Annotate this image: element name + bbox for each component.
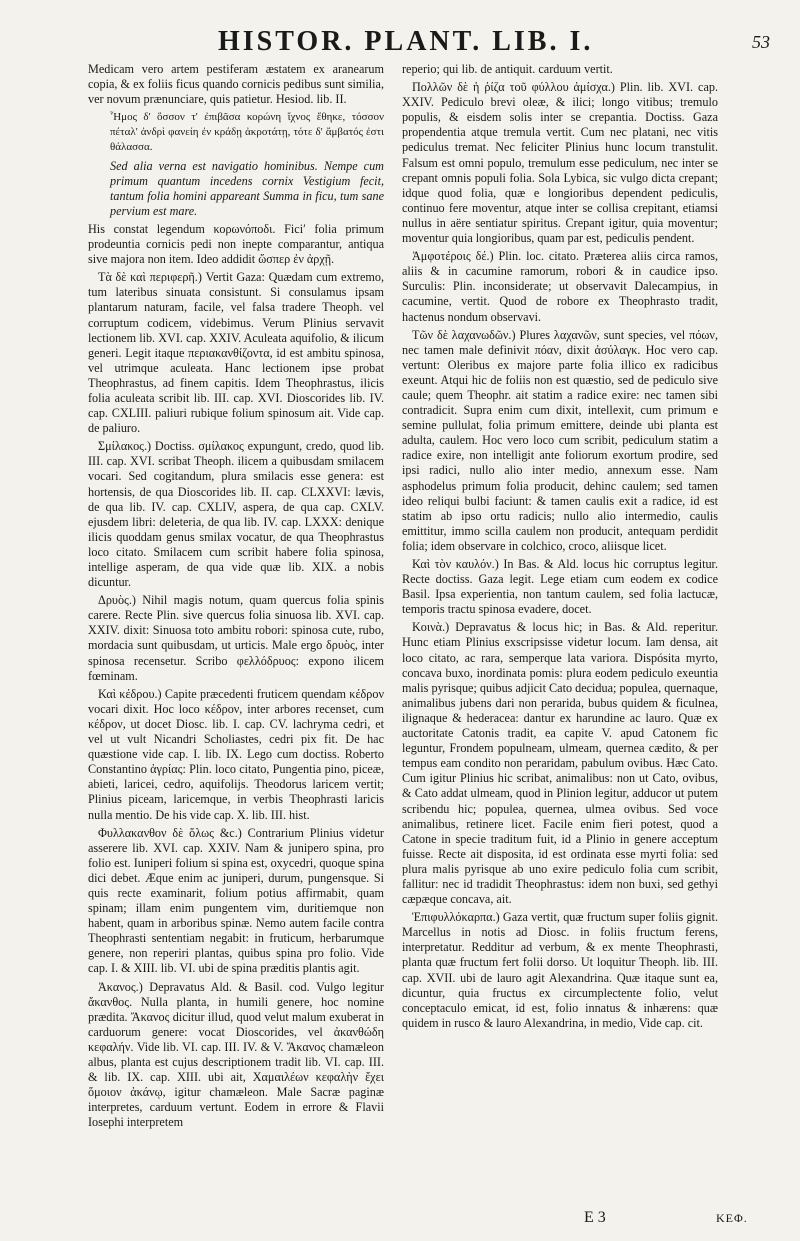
paragraph: Ἀκανος.) Depravatus Ald. & Basil. cod. Vulgo legitur ἄκανθος. Nulla planta, in humili genere, hoc nomine prædita. Ἄκανος dicitur illud, quod velut malum exuberat in carduorum genere: vocat Dioscorides, vel ἀκανθώδη κεφαλήν. Vide lib. VI. cap. III. IV. & V. Ἄκανος chamæleon albus, planta est cujus descriptionem tradit lib. VI. cap. III. & lib. IX. cap. XIII. ubi ait, Χαμαιλέων κεφαλὴν ἔχει ὅμοιον ἀκάνῳ, igitur chamæleon. Male Sacræ paginæ interpretes, carduum vertunt. Eodem in errore & Flavii Iosephi interpretem — [88, 979, 384, 1130]
paragraph: Sed alia verna est navigatio hominibus. Nempe cum primum quantum incedens cornix Vestigium fecit, tantum folia homini appareant Summa in ficu, tum sane pervium est mare. — [110, 158, 384, 218]
paragraph: Πολλῶν δὲ ἡ ῥίζα τοῦ φύλλου ἀμίσχα.) Plin. lib. XVI. cap. XXIV. Pediculo brevi oleæ, & ilici; longo vitibus; tremulo populis, & eisdem solis inter se crepantia. Doctiss. Gaza propendentia atque tremula vertit. Cum nec platani, nec vitis pediculus tremat. Nec feliciter Plinius hunc locum transtulit. Falsum est omni populo, tremulum esse pediculum, nec inter se crepant omnis populi folia. Sola Lybica, sic vulgo dicta crepant; idque quod folia, quæ e longioribus dependent pediculis, continuo fere moventur, atque inter se collisa crepitant, etiamsi nullus in aëre sentiatur spiritus. Crepant igitur, quia moventur; moventur quia longioribus, quam par est, pediculis pendent. — [402, 80, 718, 246]
paragraph: Τῶν δὲ λαχανωδῶν.) Plures λαχανῶν, sunt species, vel πόων, nec tamen male definivit πόαν, dixit ἀσύλαγκ. Hoc vero cap. vertunt: Oleribus ex majore parte folia illico ex radicibus exeunt. Atqui hic de foliis non est quæstio, sed de pediculo sive caule; quem Theophr. ait statim a radice exire: nec tamen sibi contradicit. Supra enim cum dixit, intellexit, cum primum e semine pullulat, folia primum emittere, deinde ubi planta est adulta, caulem. Hoc vero loco cum scribit, pediculum statim a radice exire, non intelligit ante foliorum exortum prodire, sed ipsi radici, nullo alio inter medio, annexum esse. Nam asphodelus primum folia producit, dehinc caulem; sed tamen ideo reliqui bulbi faciunt: & tamen caulis exit a radice, id est statim ab ipso ortu radicis; nullo alio intermedio, caulis emittitur, immo scilla caulem non producit, antequam perdidit folia; idem observare in colchico, croco, aliisque licet. — [402, 327, 718, 553]
paragraph: Δρυὸς.) Nihil magis notum, quam quercus folia spinis carere. Recte Plin. sive quercus folia sinuosa lib. XVI. cap. XXIV. dixit: Sinuosa toto ambitu robori: spinosa cute, rubo, mordacia sunt quibusdam, ut urticis. Male ergo δρυὸς, inter spinosa recensetur. Scribo φελλόδρυος: expono ilicem fœminam. — [88, 593, 384, 683]
signature-mark: E 3 — [584, 1209, 606, 1226]
paragraph: Τὰ δὲ καὶ περιφερῆ.) Vertit Gaza: Quædam cum extremo, tum lateribus sinuata consistunt. Si consulamus ipsam plantarum naturam, facile, vel falsa tradere Theoph. vel corruptum codicem, videbimus. Verum Plinius servavit lectionem lib. XVI. cap. XXIV. Aculeata aquifolio, & ilicum generi. Legit itaque περιακανθίζοντα, id est ambitu spinosa, vel utrimque aculeata. Hanc lectionem ipse probat Theophrastus, ad finem capitis. Idem Theophrastus, ilicis folia aculeata scribit lib. III. cap. XVI. Dioscorides lib. IV. cap. CXLIII. paliuri rubique folium spinosum ait. Vide cap. de paliuro. — [88, 270, 384, 436]
paragraph: Φυλλακανθον δὲ ὅλως &c.) Contrarium Plinius videtur asserere lib. XVI. cap. XXIV. Nam & junipero spina, pro folio est. Iuniperi folium si spina est, oxycedri, quoque spina dici debet. Æque enim ac juniperi, durum, pungensque. Si quis recte examinarit, folium potius affirmabit, quam spinam; illam enim pungentem vim, duritiemque non habent, quam in arboribus spinæ. Nemo autem facile contra Theophrasti sententiam negabit: in fruticum, herbarumque genere, non reperiri plantas, quibus spina pro folio. Vide cap. I. & XIII. lib. VI. ubi de spina præditis plantis agit. — [88, 825, 384, 976]
paragraph: Σμίλακος.) Doctiss. σμίλακος expungunt, credo, quod lib. III. cap. XVI. scribat Theoph. ilicem a quibusdam smilacem vocari. Sed cogitandum, plura smilacis esse genera: est hortensis, de qua Dioscorides lib. II. cap. CLXXVI: lævis, de qua lib. IV. cap. CXLIV, aspera, de qua cap. CXLV. ejusdem libri: deleteria, de qua lib. IV. cap. LXXX: denique ilicis quoddam genus smilax vocatur, de qua Theophrastus loco citato. Smilacem cum scribit habere folia spinosa, intellige asperam, de qua vide quæ lib. XIX. a nobis dicuntur. — [88, 439, 384, 590]
paragraph: Ἐπιφυλλόκαρπα.) Gaza vertit, quæ fructum super foliis gignit. Marcellus in notis ad Diosc. in foliis fructum ferens, interpretatur. Redditur ad verbum, & ex mente Theophrasti, planta quæ fructum fert folii dorso. Ut loquitur Theoph. lib. III. cap. XVII. ubi de lauro agit Alexandrina. Quæ itaque sunt ea, dicuntur, quia fructus ex circumplectente folio, velut conceptaculo emicat, id est, folio innatus & inhærens: quæ quidem in rusco & lauro Alexandrina, in medio, Vide cap. cit. — [402, 910, 718, 1030]
paragraph: Καὶ τὸν καυλόν.) In Bas. & Ald. locus hic corruptus legitur. Recte doctiss. Gaza legit. Lege etiam cum eodem ex codice Basil. Ipsa experientia, non tantum caulem, sed folia lactucæ, temporis tractu spinosa evadere, docet. — [402, 557, 718, 617]
paragraph: reperio; qui lib. de antiquit. carduum vertit. — [402, 62, 613, 76]
paragraph: Medicam vero artem pestiferam æstatem ex aranearum copia, & ex foliis ficus quando cornicis pedibus sunt similia, ver novum prænunciare, quis patietur. Hesiod. lib. II. — [88, 62, 384, 107]
page-footer — [0, 1207, 800, 1233]
paragraph: Κοινὰ.) Depravatus & locus hic; in Bas. & Ald. reperitur. Hunc etiam Plinius exscripsisse videtur locum. Iam densa, ait loco citato, ac rara, semperque lata variora. Dispósita myrto, concava buxo, inordinata pomis: plura eodem pediculo exeuntia malis pyrisque; quibus adjicit Cato decidua; populea, quernaque, animalibus jubens dari non peraridа, bubus quidem & ficulnea, ilignaque & hederacea: dantur ex harundine ac lauro. Quæ ex auctoritate Catonis tradit, ea capite V. apud Catonem fic leguntur, Frondem populneam, ulmeam, quernea cædito, & per tempus eam condito non peraridam, pabulum ovibus. Hæc Cato. Cum igitur Plinius hic scribat, animalibus: non ut Cato, ovibus, & Cato addat ulmeam, quod in Plinion legitur, adducor ut putem scribendu hic; populea, quernea, ulmea ovibus. Sed voce animalibus, retinere licet. Facile enim fieri potest, quod a Catone in specie traditum fuit, id a Plinio in genere acceptum fuisse. Recte ait disposita, id est ordinata esse myrti folia: sed plura malis pyrisque ab uno exire pediculo folia cum scribit, fallitur: nec id tradidit Theophrastus: idem non buxi, sed gethyi cæpæque concava, ait. — [402, 620, 718, 907]
right-column — [402, 62, 718, 1203]
paragraph: Ἀμφοτέροις δέ.) Plin. loc. citato. Præterea aliis circa ramos, aliis & in cacumine ramorum, robori & in caudice ipso. Surculis: Plin. inconsiderate; ut observavit Dalecampius, in cacumine, vertit. Quod de robore ex Theophrasto tradit, hactenus nondum observavi. — [402, 249, 718, 324]
left-column — [88, 62, 384, 1203]
paragraph: Ἦμος δ' ὅσσον τ' ἐπιβᾶσα κορώνη ἴχνος ἔθηκε, τόσσον πέταλ' ἀνδρὶ φανείη ἐν κράδῃ ἀκροτάτῃ, τότε δ' ἄμβατός ἐστι θάλασσα. — [110, 111, 384, 154]
catchword: ΚΕΦ. — [716, 1211, 748, 1225]
running-title: HISTOR. PLANT. LIB. I. — [218, 26, 594, 57]
paragraph: His constat legendum κορωνόποδι. Ficiʹ folia primum prodeuntia cornicis pedi non inepte comparantur, antiqua sive majora non item. Ideo addidit ὥσπερ ἐν ἀρχῇ. — [88, 221, 384, 267]
page-header — [0, 22, 800, 62]
page-number: 53 — [752, 32, 770, 52]
paragraph: Καὶ κέδρου.) Capite præcedenti fruticem quendam κέδρον vocari dixit. Hoc loco κέδρον, inter arbores recenset, cum κέδρον, ut docet Diosc. lib. I. cap. CV. lachryma cedri, et vel ut vult Nicandri Scholiastes, cedri pix fit. De hac quæstione vide cap. I. lib. IX. Lego cum doctiss. Roberto Constantino ἀγρίας: Plin. loco citato, Pungentia pino, piceæ, abieti, laricei, cedro, aquifolijs. Theodorus laricem vertit; Plinius piceam, laricemque, in verbis Theophrasti laricis nulla mentio. De his vide cap. X. lib. III. hist. — [88, 686, 384, 822]
